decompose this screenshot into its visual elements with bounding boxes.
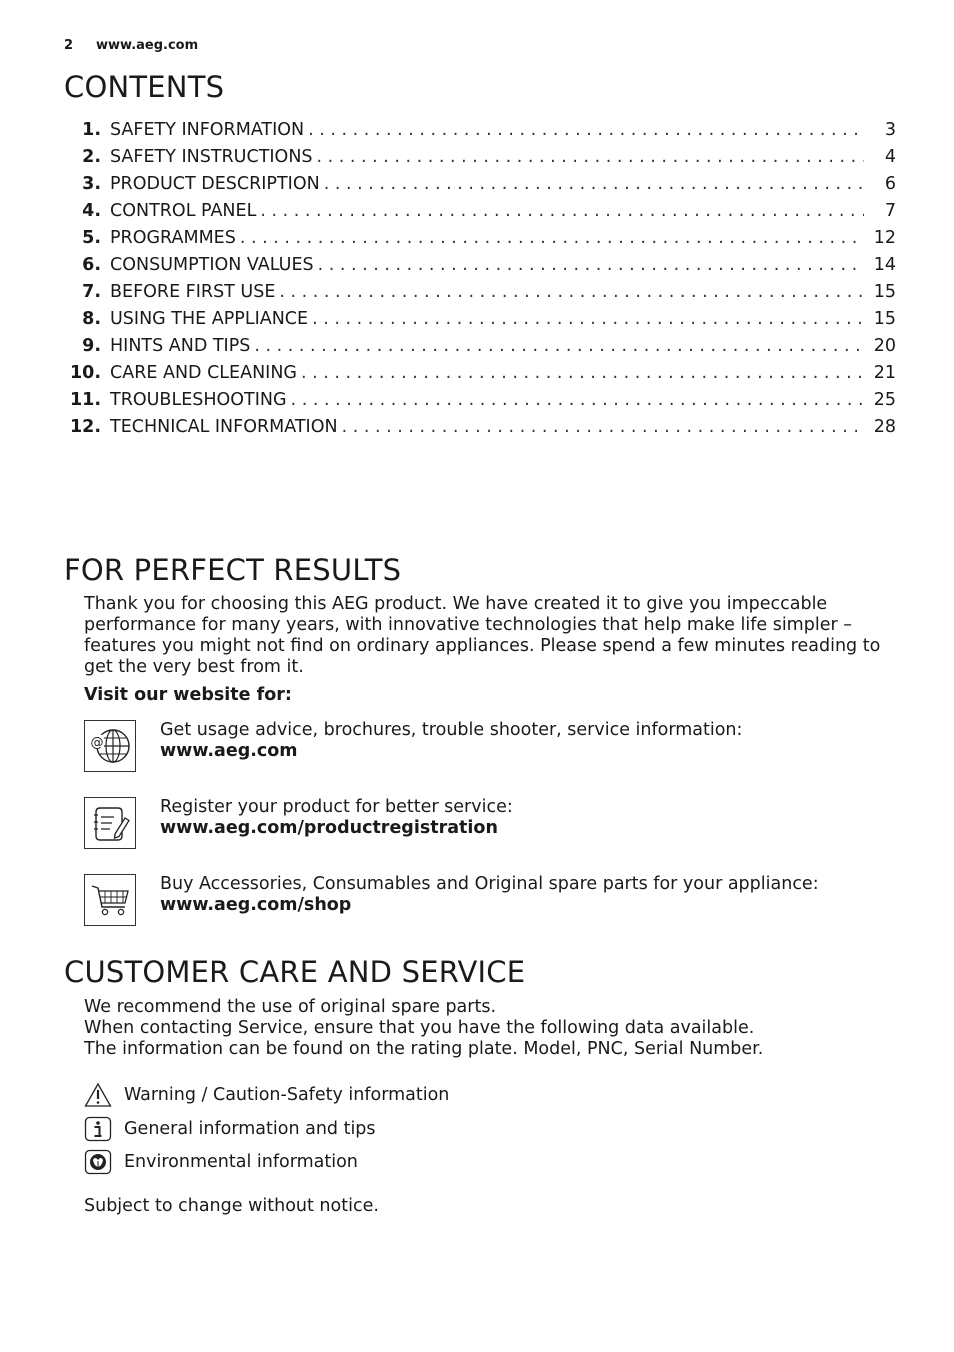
toc-page-number: 6 — [884, 174, 896, 194]
toc-number: 2. — [82, 147, 101, 167]
toc-number: 7. — [82, 282, 101, 302]
svg-text:@: @ — [90, 735, 104, 751]
care-line: The information can be found on the rating plate. Model, PNC, Serial Number. — [84, 1039, 764, 1059]
toc-leader-dots — [240, 228, 864, 248]
toc-leader-dots — [254, 336, 864, 356]
legend-text: Environmental information — [124, 1152, 358, 1172]
toc-page-number: 15 — [873, 309, 896, 329]
toc-entry[interactable] — [64, 228, 896, 255]
link-row-web — [84, 720, 899, 772]
toc-page-number: 15 — [873, 282, 896, 302]
link-description: Register your product for better service: — [160, 797, 513, 817]
toc-entry[interactable] — [64, 174, 896, 201]
toc-page-number: 21 — [873, 363, 896, 383]
toc-number: 8. — [82, 309, 101, 329]
toc-number: 3. — [82, 174, 101, 194]
toc-leader-dots — [317, 147, 864, 167]
toc-number: 9. — [82, 336, 101, 356]
legend-warning — [84, 1082, 449, 1108]
perfect-results-heading: FOR PERFECT RESULTS — [64, 553, 402, 587]
change-notice: Subject to change without notice. — [84, 1196, 379, 1216]
toc-entry[interactable] — [64, 390, 896, 417]
care-line: We recommend the use of original spare parts. — [84, 997, 497, 1017]
page-number: 2 — [64, 38, 74, 53]
intro-paragraph: Thank you for choosing this AEG product. We have created it to give you impeccable performance for many years, with innovative technologies that help make life simpler – features you might not find on ordinary appliances. Please spend a few minutes reading to get the very best from it. — [84, 594, 881, 677]
toc-number: 10. — [69, 363, 101, 383]
registration-form-icon — [84, 797, 136, 849]
legend-info — [84, 1116, 376, 1142]
toc-entry[interactable] — [64, 120, 896, 147]
toc-leader-dots — [260, 201, 864, 221]
toc-label: USING THE APPLIANCE — [110, 309, 309, 329]
contents-heading: CONTENTS — [64, 70, 225, 104]
link-text-web — [160, 720, 742, 772]
toc-number: 11. — [69, 390, 101, 410]
environment-icon — [84, 1149, 112, 1175]
toc-label: SAFETY INSTRUCTIONS — [110, 147, 313, 167]
toc-entry[interactable] — [64, 255, 896, 282]
toc-label: PROGRAMMES — [110, 228, 236, 248]
warning-triangle-icon — [84, 1082, 112, 1108]
toc-label: SAFETY INFORMATION — [110, 120, 305, 140]
link-description: Get usage advice, brochures, trouble shooter, service information: — [160, 720, 743, 740]
toc-page-number: 3 — [884, 120, 896, 140]
toc-number: 4. — [82, 201, 101, 221]
toc-entry[interactable] — [64, 147, 896, 174]
customer-care-heading: CUSTOMER CARE AND SERVICE — [64, 955, 526, 989]
visit-website-label: Visit our website for: — [84, 685, 292, 705]
toc-label: TROUBLESHOOTING — [110, 390, 287, 410]
globe-at-icon — [84, 720, 136, 772]
table-of-contents — [64, 120, 896, 444]
toc-page-number: 25 — [873, 390, 896, 410]
toc-page-number: 28 — [873, 417, 896, 437]
toc-entry[interactable] — [64, 309, 896, 336]
toc-page-number: 14 — [873, 255, 896, 275]
website-link[interactable]: www.aeg.com — [160, 741, 298, 761]
toc-entry[interactable] — [64, 201, 896, 228]
info-icon — [84, 1116, 112, 1142]
link-text-registration — [160, 797, 513, 849]
shop-link[interactable]: www.aeg.com/shop — [160, 895, 352, 915]
toc-label: TECHNICAL INFORMATION — [110, 417, 338, 437]
link-row-shop — [84, 874, 899, 926]
toc-leader-dots — [301, 363, 864, 383]
page-header — [64, 38, 198, 53]
toc-leader-dots — [318, 255, 864, 275]
toc-leader-dots — [312, 309, 864, 329]
toc-entry[interactable] — [64, 282, 896, 309]
legend-environment — [84, 1149, 358, 1175]
toc-number: 1. — [82, 120, 101, 140]
toc-label: HINTS AND TIPS — [110, 336, 251, 356]
toc-page-number: 12 — [873, 228, 896, 248]
toc-number: 12. — [69, 417, 101, 437]
toc-number: 6. — [82, 255, 101, 275]
toc-label: PRODUCT DESCRIPTION — [110, 174, 320, 194]
toc-label: CARE AND CLEANING — [110, 363, 297, 383]
toc-label: CONSUMPTION VALUES — [110, 255, 314, 275]
header-website[interactable]: www.aeg.com — [96, 38, 199, 53]
toc-entry[interactable] — [64, 336, 896, 363]
toc-leader-dots — [279, 282, 864, 302]
toc-page-number: 4 — [884, 147, 896, 167]
toc-leader-dots — [342, 417, 864, 437]
toc-number: 5. — [82, 228, 101, 248]
legend-text: Warning / Caution-Safety information — [124, 1085, 450, 1105]
toc-leader-dots — [291, 390, 864, 410]
customer-care-text — [84, 997, 899, 1060]
toc-leader-dots — [308, 120, 864, 140]
toc-page-number: 7 — [884, 201, 896, 221]
product-registration-link[interactable]: www.aeg.com/productregistration — [160, 818, 498, 838]
legend-text: General information and tips — [124, 1119, 376, 1139]
toc-entry[interactable] — [64, 363, 896, 390]
toc-entry[interactable] — [64, 417, 896, 444]
care-line: When contacting Service, ensure that you have the following data available. — [84, 1018, 755, 1038]
toc-label: BEFORE FIRST USE — [110, 282, 276, 302]
shopping-cart-icon — [84, 874, 136, 926]
link-description: Buy Accessories, Consumables and Original spare parts for your appliance: — [160, 874, 819, 894]
link-row-registration — [84, 797, 899, 849]
toc-label: CONTROL PANEL — [110, 201, 257, 221]
toc-leader-dots — [324, 174, 864, 194]
toc-page-number: 20 — [873, 336, 896, 356]
link-text-shop — [160, 874, 819, 926]
